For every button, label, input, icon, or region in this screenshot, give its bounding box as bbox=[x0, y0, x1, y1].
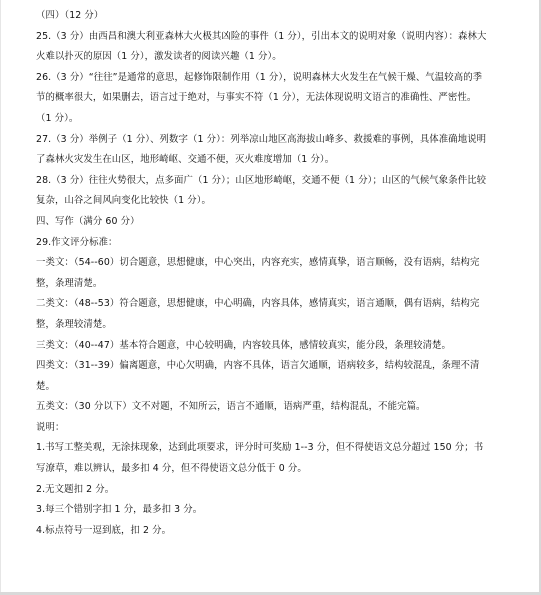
answer-27-line-1: 27.（3 分）举例子（1 分）、列数字（1 分）：列举凉山地区高海拔山峰多、救援难的事例，具体准确地说明 bbox=[36, 133, 487, 145]
grade-five-line: 五类文：（30 分以下）文不对题，不知所云，语言不通顺，语病严重，结构混乱，不能完篇。 bbox=[36, 401, 426, 413]
grade-two-line-1: 二类文：（48--53）符合题意，思想健康，中心明确，内容具体，感情真实，语言通顺，偶有语病，结构完 bbox=[36, 298, 480, 310]
note-1-line-2: 写潦草，难以辨认，最多扣 4 分，但不得使语文总分低于 0 分。 bbox=[36, 463, 307, 475]
answer-26-line-1: 26.（3 分）“往往”是通常的意思，起修饰限制作用（1 分），说明森林大火发生在气候干燥、气温较高的季 bbox=[36, 71, 483, 83]
note-3-line: 3.每三个错别字扣 1 分，最多扣 3 分。 bbox=[36, 504, 203, 516]
grade-three-line: 三类文：（40--47）基本符合题意，中心较明确，内容较具体，感情较真实，能分段，条理较清楚。 bbox=[36, 339, 452, 351]
grade-two-line-2: 整，条理较清楚。 bbox=[36, 318, 112, 330]
section-heading-writing: 四、写作（满分 60 分） bbox=[36, 215, 140, 227]
section-heading-four: （四）（12 分） bbox=[36, 10, 104, 21]
notes-heading: 说明： bbox=[36, 421, 65, 433]
note-4-line: 4.标点符号一逗到底，扣 2 分。 bbox=[36, 524, 172, 536]
answer-26-line-2: 节的概率很大，如果删去，语言过于绝对，与事实不符（1 分），无法体现说明文语言的准确性、严密性。 bbox=[36, 92, 477, 104]
answer-25-line-1: 25.（3 分）由西昌和澳大利亚森林大火极其凶险的事件（1 分），引出本文的说明对象（说明内容）：森林大 bbox=[36, 30, 487, 42]
note-1-line-1: 1.书写工整美观，无涂抹现象，达到此项要求，评分时可奖励 1--3 分，但不得使语文总分超过 150 分；书 bbox=[36, 442, 484, 454]
answer-28-line-2: 复杂，山谷之间风向变化比较快（1 分）。 bbox=[36, 195, 212, 207]
note-2-line: 2.无文题扣 2 分。 bbox=[36, 483, 115, 495]
page-edge-left bbox=[0, 0, 1, 595]
answer-26-line-3: （1 分）。 bbox=[36, 112, 79, 124]
answer-28-line-1: 28.（3 分）往往火势很大，点多面广（1 分）；山区地形崎岖，交通不便（1 分）；山区的气候气象条件比较 bbox=[36, 174, 487, 186]
grade-four-line-2: 楚。 bbox=[36, 380, 55, 392]
essay-criteria-heading: 29.作文评分标准： bbox=[36, 236, 118, 248]
grade-one-line-2: 整，条理清楚。 bbox=[36, 277, 103, 289]
answer-27-line-2: 了森林火灾发生在山区，地形崎岖、交通不便，灭火难度增加（1 分）。 bbox=[36, 154, 335, 166]
grade-one-line-1: 一类文：（54--60）切合题意，思想健康，中心突出，内容充实，感情真挚，语言顺畅，没有语病，结构完 bbox=[36, 257, 480, 269]
answer-25-line-2: 火难以扑灭的原因（1 分），激发读者的阅读兴趣（1 分）。 bbox=[36, 51, 282, 63]
grade-four-line-1: 四类文：（31--39）偏离题意，中心欠明确，内容不具体，语言欠通顺，语病较多，结构较混乱，条理不清 bbox=[36, 360, 480, 372]
